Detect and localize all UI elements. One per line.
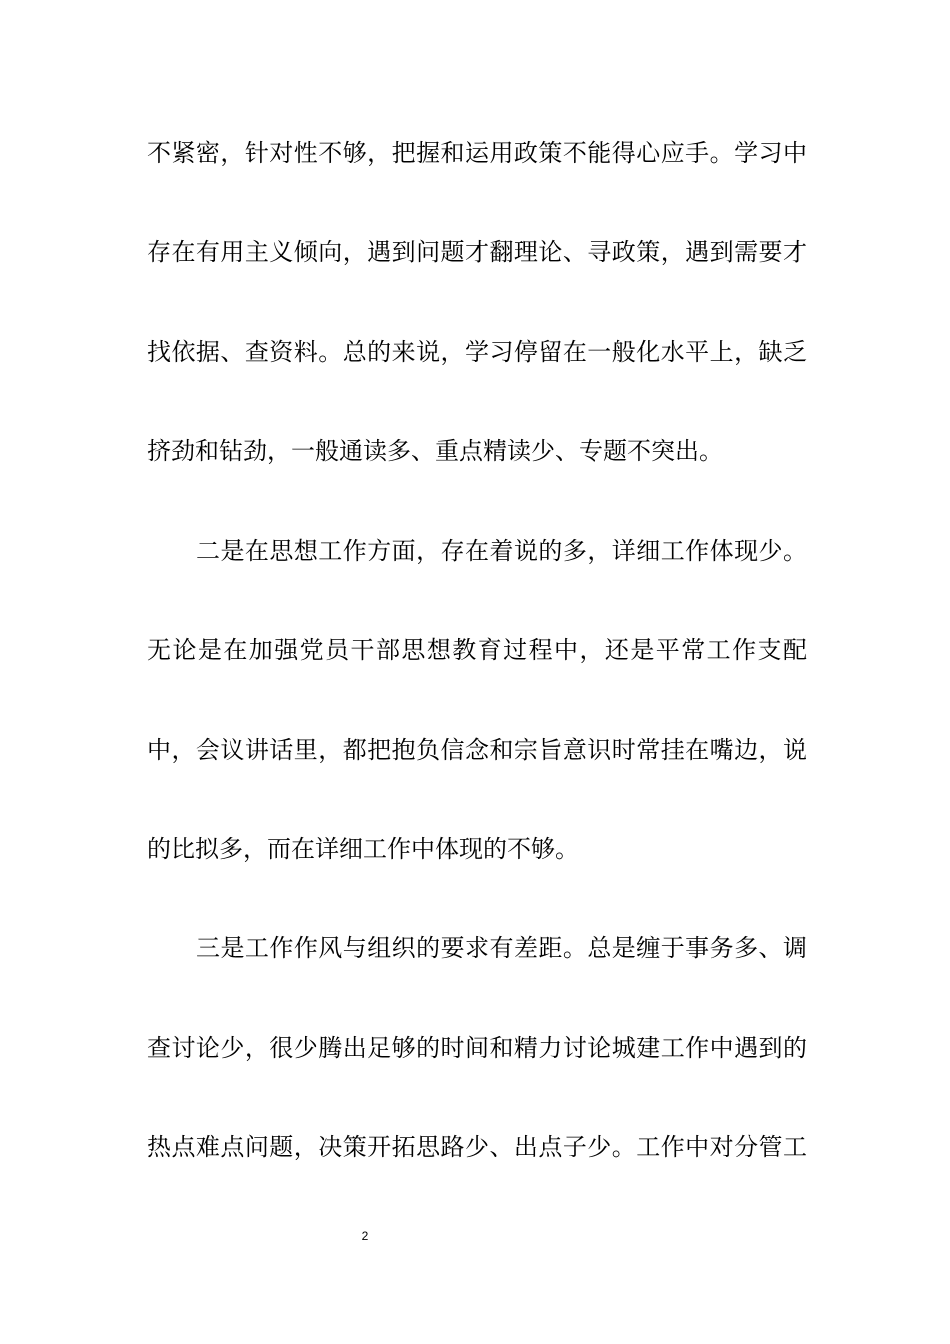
paragraph-3-line-3: 热点难点问题，决策开拓思路少、出点子少。工作中对分管工: [147, 1133, 807, 1161]
paragraph-2-line-2: 无论是在加强党员干部思想教育过程中，还是平常工作支配: [147, 636, 807, 664]
text-line-2: 存在有用主义倾向，遇到问题才翻理论、寻政策，遇到需要才: [147, 238, 807, 266]
paragraph-3-line-1: 三是工作作风与组织的要求有差距。总是缠于事务多、调: [196, 934, 807, 962]
text-line-1: 不紧密，针对性不够，把握和运用政策不能得心应手。学习中: [147, 139, 807, 167]
page-number: 2: [361, 1229, 369, 1243]
paragraph-3-line-2: 查讨论少，很少腾出足够的时间和精力讨论城建工作中遇到的: [147, 1034, 807, 1062]
text-line-3: 找依据、查资料。总的来说，学习停留在一般化水平上，缺乏: [147, 338, 807, 366]
paragraph-2-line-1: 二是在思想工作方面，存在着说的多，详细工作体现少。: [196, 537, 807, 565]
text-line-4: 挤劲和钻劲，一般通读多、重点精读少、专题不突出。: [147, 437, 723, 465]
paragraph-2-line-3: 中，会议讲话里，都把抱负信念和宗旨意识时常挂在嘴边，说: [147, 736, 807, 764]
paragraph-2-line-4: 的比拟多，而在详细工作中体现的不够。: [147, 835, 579, 863]
